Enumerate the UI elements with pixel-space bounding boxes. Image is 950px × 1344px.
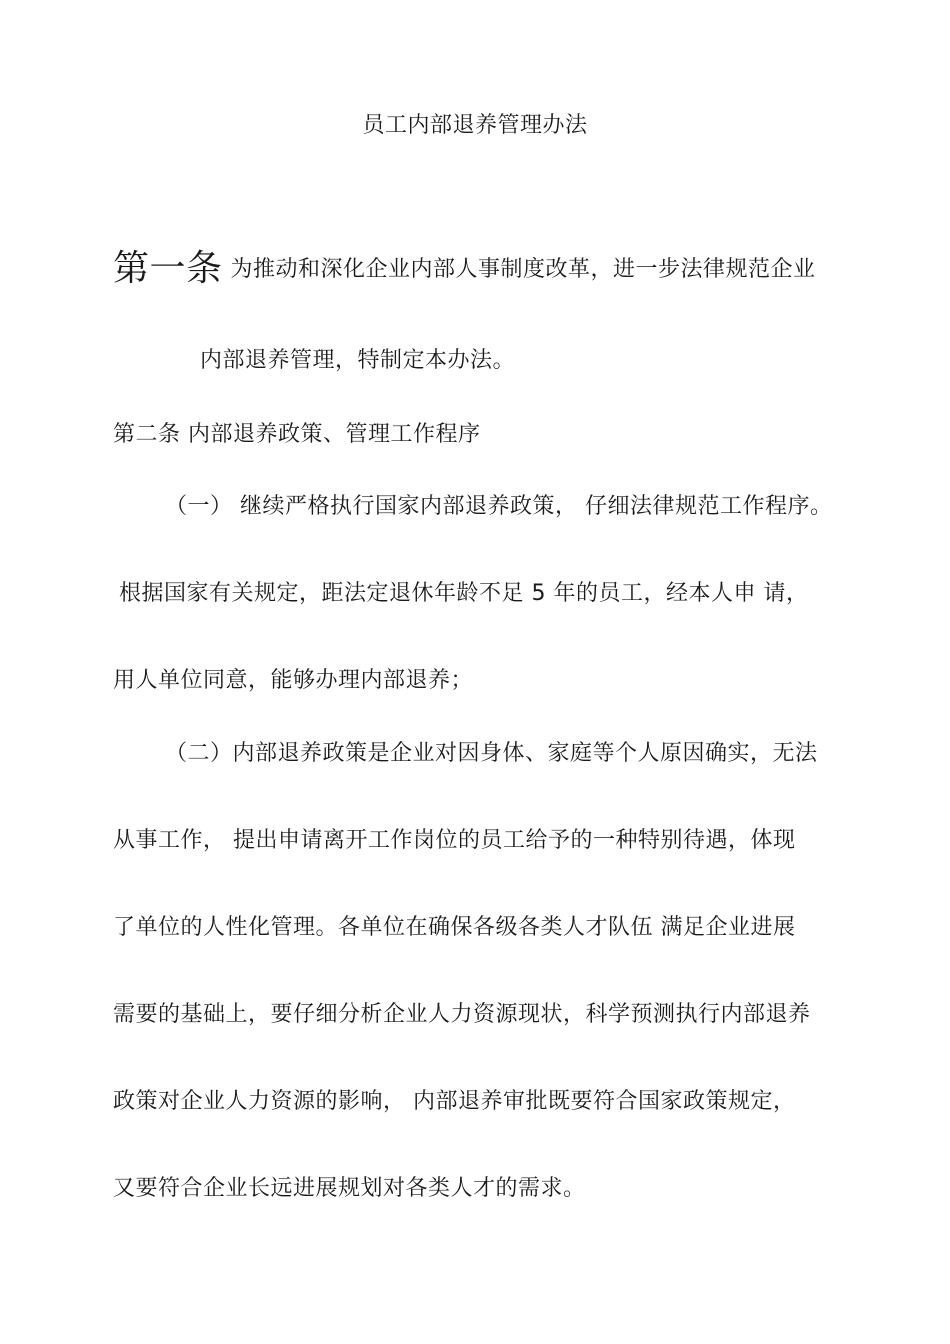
item-2-line-5: 政策对企业人力资源的影响， 内部退养审批既要符合国家政策规定， <box>113 1089 796 1114</box>
item-1-line-3: 用人单位同意，能够办理内部退养； <box>113 668 474 693</box>
document-title: 员工内部退养管理办法 <box>362 113 588 138</box>
article-1-heading: 第一条 <box>113 248 223 289</box>
item-2-line-3: 了单位的人性化管理。各单位在确保各级各类人才队伍 满足企业进展 <box>113 915 796 940</box>
item-2-line-6: 又要符合企业长远进展规划对各类人才的需求。 <box>113 1176 586 1201</box>
article-1-text-1: 为推动和深化企业内部人事制度改革，进一步法律规范企业 <box>230 257 816 282</box>
article-1-line-1 <box>113 249 816 289</box>
item-2-line-2: 从事工作， 提出申请离开工作岗位的员工给予的一种特别待遇，体现 <box>113 828 796 853</box>
article-1-line-2: 内部退养管理，特制定本办法。 <box>200 348 516 373</box>
item-1-line-1: （一） 继续严格执行国家内部退养政策， 仔细法律规范工作程序。 <box>165 494 833 519</box>
item-2-line-4: 需要的基础上，要仔细分析企业人力资源现状，科学预测执行内部退养 <box>113 1002 811 1027</box>
article-2-heading: 第二条 内部退养政策、管理工作程序 <box>113 422 481 447</box>
item-2-line-1: （二）内部退养政策是企业对因身体、家庭等个人原因确实，无法 <box>165 741 818 766</box>
item-1-line-2: 根据国家有关规定，距法定退休年龄不足 5 年的员工，经本人申 请， <box>119 581 809 606</box>
